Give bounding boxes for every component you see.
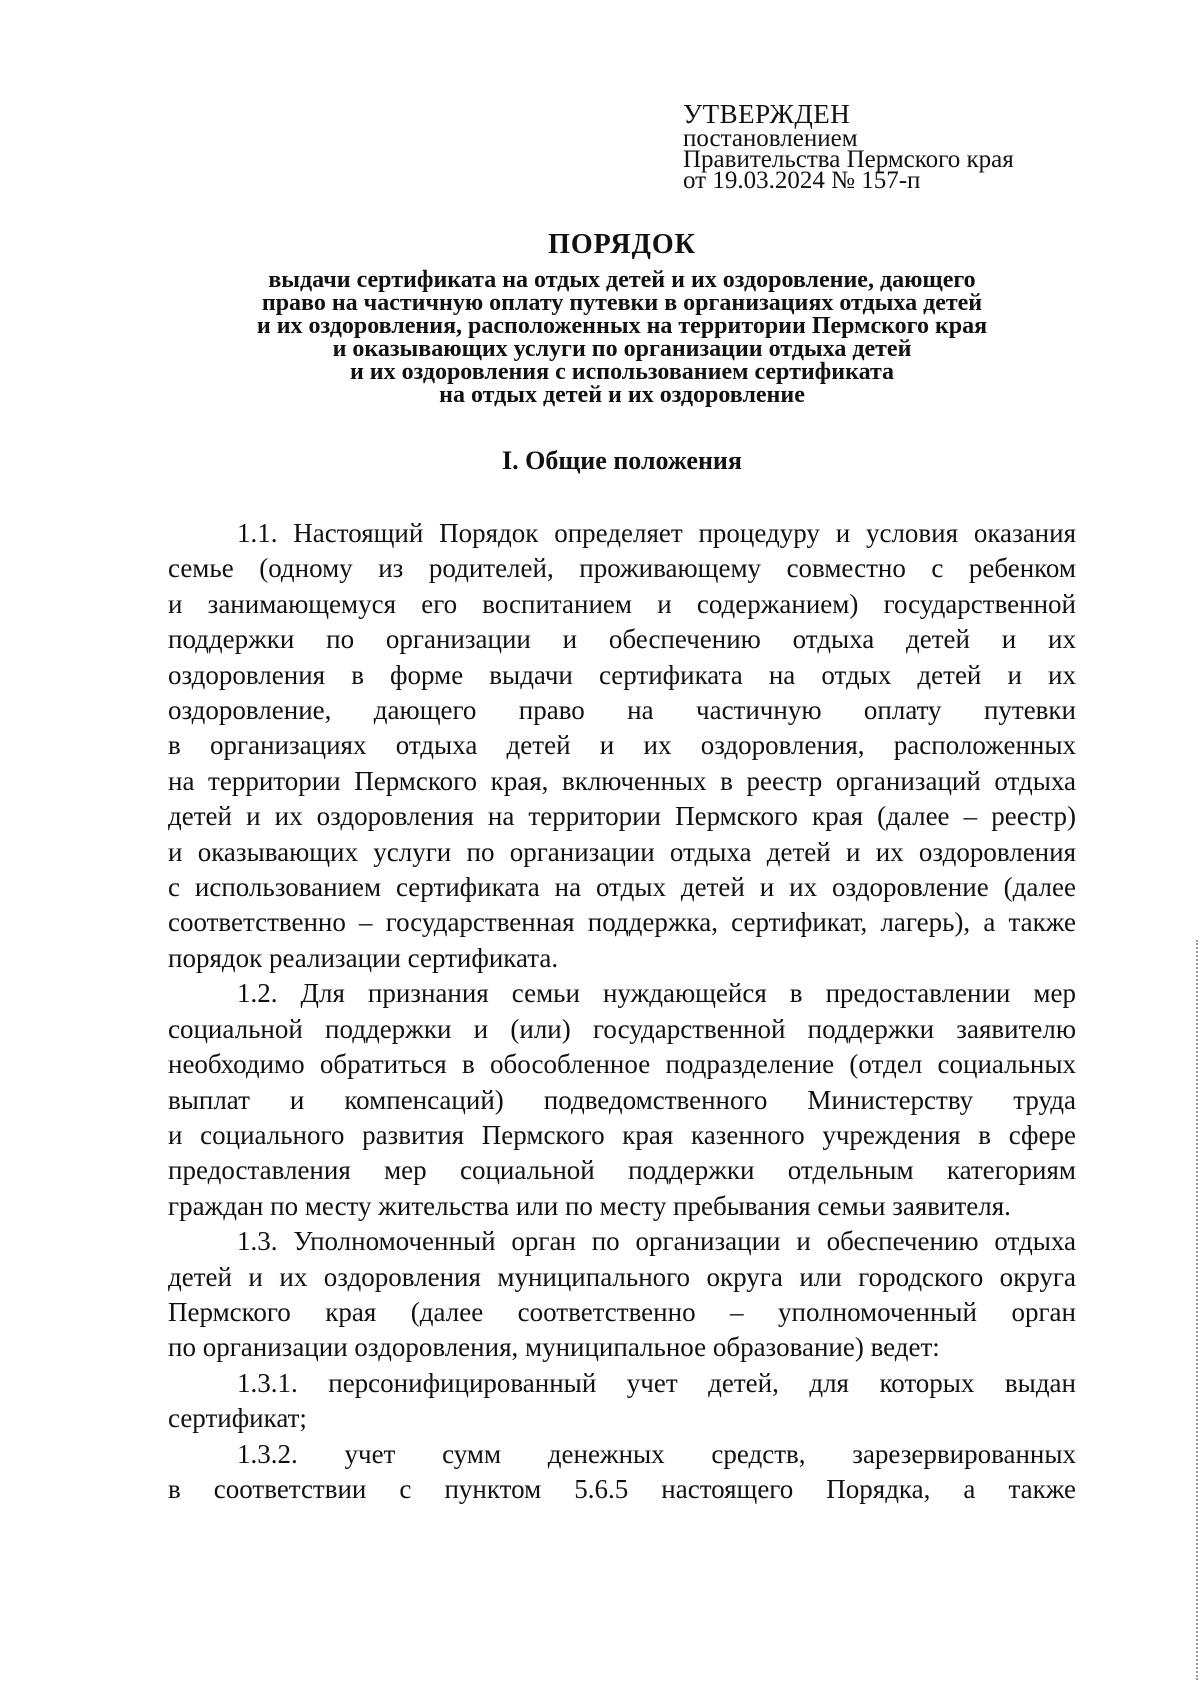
subtitle-line: выдачи сертификата на отдых детей и их оздоровление, дающего — [268, 267, 976, 293]
approval-stamp — [683, 99, 1183, 194]
paragraph-1-1-line: соответственно – государственная поддержка, сертификат, лагерь), а также — [168, 907, 1076, 938]
document-subtitle — [168, 269, 1076, 407]
paragraph-1-1-line: оздоровление, дающего право на частичную оплату путевки — [168, 695, 1076, 726]
paragraph-1-3-line: детей и их оздоровления муниципального округа или городского округа — [168, 1261, 1076, 1292]
paragraph-1-2-line: социальной поддержки и (или) государственной поддержки заявителю — [168, 1013, 1076, 1044]
paragraph-1-3-1-line: 1.3.1. персонифицированный учет детей, для которых выдан — [237, 1367, 1076, 1398]
section-heading: I. Общие положения — [502, 446, 742, 475]
scan-edge-divider — [1196, 940, 1198, 1680]
paragraph-1-2-line: предоставления мер социальной поддержки отдельным категориям — [168, 1155, 1076, 1186]
paragraph-1-2-line: граждан по месту жительства или по месту пребывания семьи заявителя. — [168, 1190, 1011, 1221]
document-body — [168, 516, 1076, 1507]
approval-line-resolution: постановлением — [683, 125, 858, 152]
approval-title: УТВЕРЖДЕН — [683, 99, 851, 129]
paragraph-1-1-line: в организациях отдыха детей и их оздоровления, расположенных — [168, 730, 1076, 761]
subtitle-line: и оказывающих услуги по организации отдыха детей — [332, 336, 912, 362]
approval-line-government: Правительства Пермского края — [683, 146, 1014, 173]
document-title: ПОРЯДОК — [548, 229, 696, 260]
paragraph-1-2-line: выплат и компенсаций) подведомственного Министерству труда — [168, 1084, 1076, 1115]
paragraph-1-3-2-line: в соответствии с пунктом 5.6.5 настоящего Порядка, а также — [168, 1473, 1076, 1504]
subtitle-line: и их оздоровления с использованием сертификата — [349, 359, 895, 385]
paragraph-1-1-line: семье (одному из родителей, проживающему совместно с ребенком — [168, 553, 1076, 584]
paragraph-1-1-line: на территории Пермского края, включенных в реестр организаций отдыха — [168, 765, 1076, 796]
paragraph-1-3-line: по организации оздоровления, муниципальное образование) ведет: — [168, 1332, 940, 1363]
paragraph-1-1-line: 1.1. Настоящий Порядок определяет процедуру и условия оказания — [237, 518, 1076, 548]
paragraph-1-1-line: с использованием сертификата на отдых детей и их оздоровление (далее — [168, 872, 1076, 903]
subtitle-line: и их оздоровления, расположенных на территории Пермского края — [256, 313, 988, 339]
paragraph-1-2-line: 1.2. Для признания семьи нуждающейся в предоставлении мер — [237, 978, 1076, 1009]
paragraph-1-3-1-line: сертификат; — [168, 1403, 307, 1434]
subtitle-line: право на частичную оплату путевки в организациях отдыха детей — [261, 290, 983, 316]
paragraph-1-1-line: оздоровления в форме выдачи сертификата на отдых детей и их — [168, 659, 1076, 690]
paragraph-1-1-line: порядок реализации сертификата. — [168, 942, 559, 973]
paragraph-1-3-line: Пермского края (далее соответственно – уполномоченный орган — [168, 1296, 1076, 1327]
paragraph-1-1-line: и оказывающих услуги по организации отдыха детей и их оздоровления — [168, 836, 1076, 867]
paragraph-1-3-line: 1.3. Уполномоченный орган по организации и обеспечению отдыха — [237, 1226, 1076, 1257]
paragraph-1-2-line: необходимо обратиться в обособленное подразделение (отдел социальных — [168, 1049, 1076, 1080]
paragraph-1-1-line: и занимающемуся его воспитанием и содержанием) государственной — [168, 588, 1076, 619]
paragraph-1-2-line: и социального развития Пермского края казенного учреждения в сфере — [168, 1119, 1076, 1150]
paragraph-1-1-line: поддержки по организации и обеспечению отдыха детей и их — [168, 624, 1076, 655]
subtitle-line: на отдых детей и их оздоровление — [439, 382, 805, 408]
paragraph-1-1-line: детей и их оздоровления на территории Пермского края (далее – реестр) — [168, 801, 1076, 832]
approval-line-date-number: от 19.03.2024 № 157-п — [683, 167, 921, 194]
paragraph-1-3-2-line: 1.3.2. учет сумм денежных средств, зарезервированных — [237, 1438, 1076, 1469]
